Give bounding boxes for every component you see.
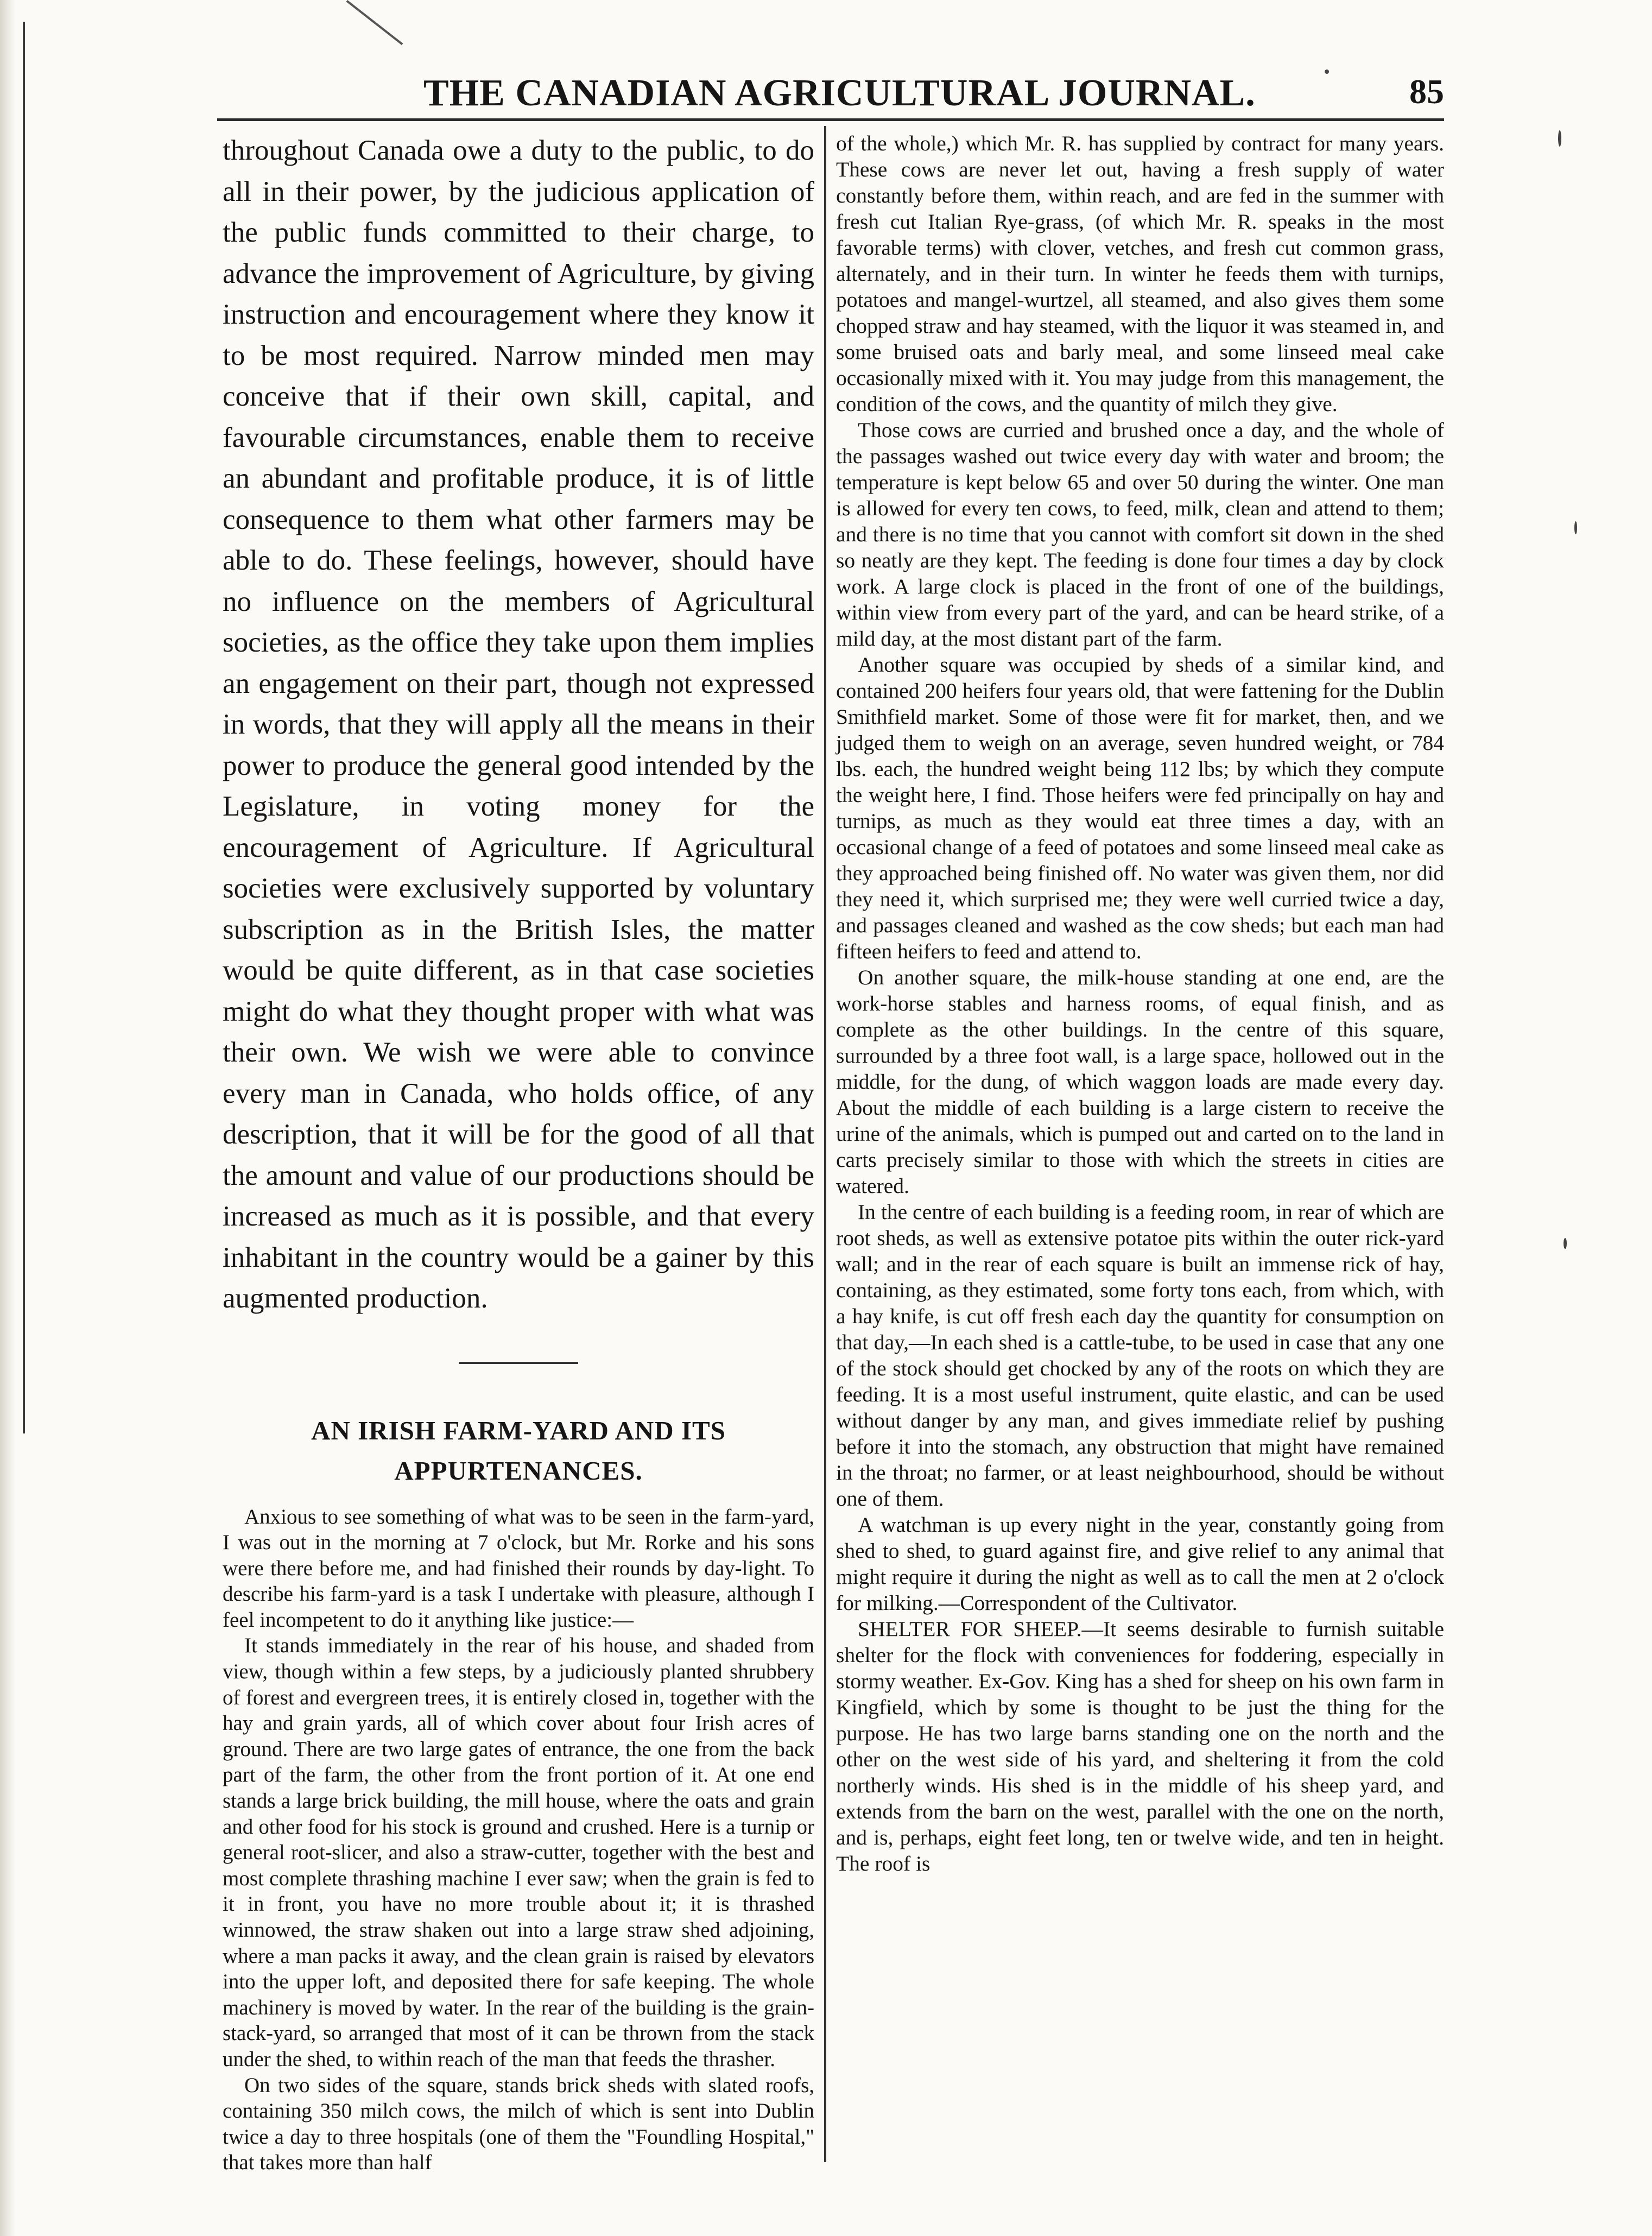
article-paragraph: Those cows are curried and brushed once a day, and the whole of the passages washed out twice every day with water and broom; the temperature is kept below 65 and over 50 during the winter. One man is allowed for every ten cows, to feed, milk, clean and attend to them; and there is no time that you cannot with comfort sit down in the shed so neatly are they kept. The feeding is done four times a day by clock work. A large clock is placed in the front of one of the buildings, within view from every part of the yard, and can be heard strike, of a mild day, at the most distant part of the farm. [836, 418, 1444, 650]
article-paragraph: On another square, the milk-house standing at one end, are the work-horse stables and harness rooms, of equal finish, and as complete as the other buildings. In the centre of this square, surrounded by a three foot wall, is a large space, hollowed out in the middle, for the dung, of which waggon loads are made every day. About the middle of each building is a large cistern to receive the urine of the animals, which is pumped out and carted on to the land in carts precisely similar to those with which the streets in cities are watered. [836, 965, 1444, 1198]
right-column [836, 130, 1444, 1877]
scan-speck [1558, 130, 1561, 147]
page-binding-shadow [0, 0, 15, 2236]
page-header [217, 64, 1444, 121]
lead-paragraph: throughout Canada owe a duty to the public, to do all in their power, by the judicious application of the public funds committed to their charge, to advance the improvement of Agriculture, by giving instruction and encouragement where they know it to be most required. Narrow minded men may conceive that if their own skill, capital, and favourable circumstances, enable them to receive an abundant and profitable produce, it is of little consequence to them what other farmers may be able to do. These feelings, however, should have no influence on the members of Agricultural societies, as the office they take upon them implies an engagement on their part, though not expressed in words, that they will apply all the means in their power to produce the general good intended by the Legislature, in voting money for the encouragement of Agriculture. If Agricultural societies were exclusively supported by voluntary subscription as in the British Isles, the matter would be quite different, as in that case societies might do what they thought proper with what was their own. We wish we were able to convince every man in Canada, who holds office, of any description, that it will be for the good of all that the amount and value of our productions should be increased as much as it is possible, and that every inhabitant in the country would be a gainer by this augmented production. [223, 135, 814, 1314]
scan-speck [1574, 521, 1577, 534]
left-column [223, 130, 814, 2176]
article-paragraph: Anxious to see something of what was to be seen in the farm-yard, I was out in the morning at 7 o'clock, but Mr. Rorke and his sons were there before me, and had finished their rounds by day-light. To describe his farm-yard is a task I undertake with pleasure, although I feel incompetent to do it anything like justice:— [223, 1505, 814, 1632]
section-divider [459, 1362, 578, 1364]
article-paragraph: of the whole,) which Mr. R. has supplied by contract for many years. These cows are never let out, having a fresh supply of water constantly before them, within reach, and are fed in the summer with fresh cut Italian Rye-grass, (of which Mr. R. speaks in the most favorable terms) with clover, vetches, and fresh cut common grass, alternately, and in their turn. In winter he feeds them with turnips, potatoes and mangel-wurtzel, all steamed, and also gives them some chopped straw and hay steamed, with the liquor it was steamed in, and some bruised oats and barly meal, and some linseed meal cake occasionally mixed with it. You may judge from this management, the condition of the cows, and the quantity of milch they give. [836, 131, 1444, 416]
article-title-line-1: AN IRISH FARM-YARD AND ITS [311, 1415, 726, 1445]
scan-scratch [346, 0, 403, 45]
article-paragraph: A watchman is up every night in the year, constantly going from shed to shed, to guard against fire, and give relief to any animal that might require it during the night as well as to call the men at 2 o'clock for milking.—Correspondent of the Cultivator. [836, 1513, 1444, 1615]
running-title: THE CANADIAN AGRICULTURAL JOURNAL. [423, 72, 1256, 114]
shelter-for-sheep-paragraph: SHELTER FOR SHEEP.—It seems desirable to furnish suitable shelter for the flock with conveniences for foddering, especially in stormy weather. Ex-Gov. King has a shed for sheep on his own farm in Kingfield, which by some is thought to be just the thing for the purpose. He has two large barns standing one on the north and the other on the west side of his yard, and sheltering it from the cold northerly winds. His shed is in the middle of his sheep yard, and extends from the barn on the west, parallel with the one on the north, and is, perhaps, eight feet long, ten or twelve wide, and ten in height. The roof is [836, 1617, 1444, 1875]
scan-speck [1325, 70, 1329, 74]
page-number: 85 [1409, 72, 1444, 111]
article-paragraph: In the centre of each building is a feeding room, in rear of which are root sheds, as well as extensive potatoe pits within the outer rick-yard wall; and in the rear of each square is built an immense rick of hay, containing, as they estimated, some forty tons each, from which, with a hay knife, is cut off fresh each day the quantity for consumption on that day,—In each shed is a cattle-tube, to be used in case that any one of the stock should get chocked by any of the roots on which they are feeding. It is a most useful instrument, quite elastic, and can be used without danger by any man, and gives immediate relief by pushing before it into the stomach, any obstruction that might have remained in the throat; no farmer, or at least neighbourhood, should be without one of them. [836, 1200, 1444, 1511]
article-title-line-2: APPURTENANCES. [394, 1455, 643, 1486]
binding-line [23, 22, 25, 1433]
scan-speck [1564, 1238, 1567, 1249]
article-paragraph: Another square was occupied by sheds of a similar kind, and contained 200 heifers four years old, that were fattening for the Dublin Smithfield market. Some of those were fit for market, then, and we judged them to weigh on an average, seven hundred weight, or 784 lbs. each, the hundred weight being 112 lbs; by which they compute the weight here, I find. Those heifers were fed principally on hay and turnips, as much as they would eat three times a day, with an occasional change of a feed of potatoes and some linseed meal cake as they approached being finished off. No water was given them, nor did they need it, which surprised me; they were well curried twice a day, and passages cleaned and washed as the cow sheds; but each man had fifteen heifers to feed and attend to. [836, 653, 1444, 963]
article-title [223, 1411, 814, 1491]
article-paragraph: It stands immediately in the rear of his house, and shaded from view, though within a few steps, by a judiciously planted shrubbery of forest and evergreen trees, it is entirely closed in, together with the hay and grain yards, all of which cover about four Irish acres of ground. There are two large gates of entrance, the one from the back part of the farm, the other from the front portion of it. At one end stands a large brick building, the mill house, where the oats and grain and other food for his stock is ground and crushed. Here is a turnip or general root-slicer, and also a straw-cutter, together with the best and most complete thrashing machine I ever saw; when the grain is fed to it in front, you have no more trouble about it; it is thrashed winnowed, the straw shaken out into a large straw shed adjoining, where a man packs it away, and the clean grain is raised by elevators into the upper loft, and deposited there for safe keeping. The whole machinery is moved by water. In the rear of the building is the grain-stack-yard, so arranged that most of it can be thrown from the stack under the shed, to within reach of the man that feeds the thrasher. [223, 1634, 814, 2071]
article-paragraph: On two sides of the square, stands brick sheds with slated roofs, containing 350 milch cows, the milch of which is sent into Dublin twice a day to three hospitals (one of them the "Foundling Hospital," that takes more than half [223, 2073, 814, 2175]
column-divider [824, 126, 826, 2162]
